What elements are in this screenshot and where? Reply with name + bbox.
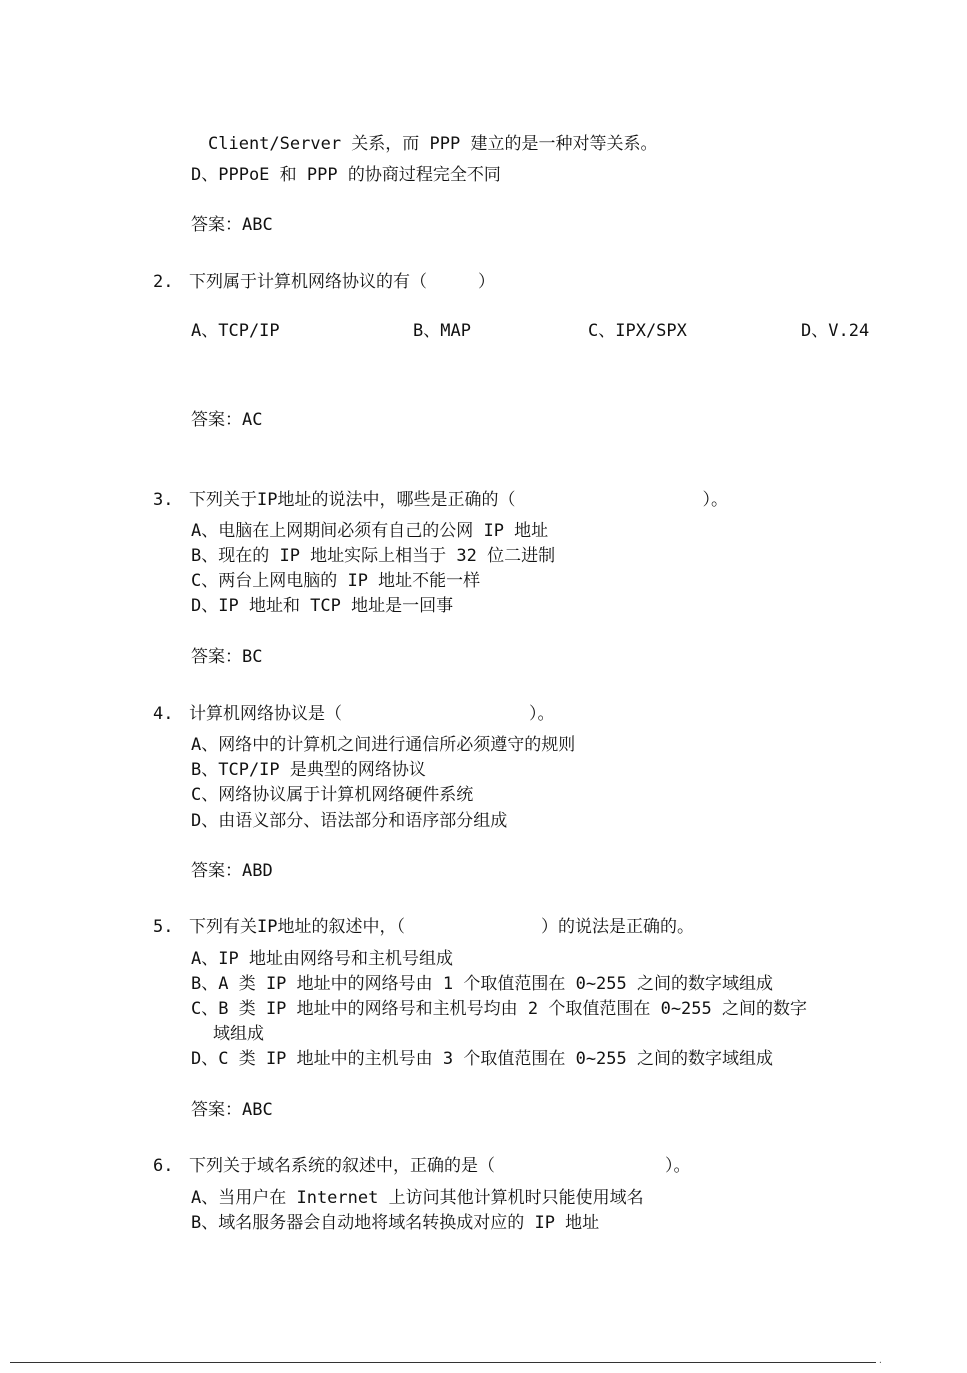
q6-option-a: A、当用户在 Internet 上访问其他计算机时只能使用域名 bbox=[191, 1188, 644, 1208]
q3-option-b: B、现在的 IP 地址实际上相当于 32 位二进制 bbox=[191, 546, 556, 566]
q2-answer: 答案：AC bbox=[191, 410, 263, 430]
q2-stem: 下列属于计算机网络协议的有（ ） bbox=[189, 272, 495, 292]
q2-option-c: C、IPX/SPX bbox=[588, 321, 687, 341]
q5-number: 5. bbox=[153, 917, 174, 937]
q4-stem: 计算机网络协议是（ ）。 bbox=[189, 704, 555, 724]
q2-number: 2. bbox=[153, 272, 174, 292]
q2-option-d: D、V.24 bbox=[801, 321, 870, 341]
q3-number: 3. bbox=[153, 490, 174, 510]
q2-option-b: B、MAP bbox=[413, 321, 471, 341]
q4-number: 4. bbox=[153, 704, 174, 724]
q5-answer: 答案：ABC bbox=[191, 1100, 273, 1120]
q4-option-a: A、网络中的计算机之间进行通信所必须遵守的规则 bbox=[191, 735, 576, 755]
q3-option-a: A、电脑在上网期间必须有自己的公网 IP 地址 bbox=[191, 521, 549, 541]
q1-continuation-text: Client/Server 关系，而 PPP 建立的是一种对等关系。 bbox=[208, 134, 658, 154]
q1-answer: 答案：ABC bbox=[191, 215, 273, 235]
q5-option-c-wrap: 域组成 bbox=[213, 1024, 264, 1044]
q6-stem: 下列关于域名系统的叙述中，正确的是（ ）。 bbox=[189, 1156, 691, 1176]
q5-option-c: C、B 类 IP 地址中的网络号和主机号均由 2 个取值范围在 0~255 之间的数字 bbox=[191, 999, 807, 1019]
page-bottom-rule bbox=[10, 1362, 876, 1363]
q4-option-d: D、由语义部分、语法部分和语序部分组成 bbox=[191, 811, 508, 831]
q3-stem: 下列关于IP地址的说法中，哪些是正确的（ ）。 bbox=[189, 490, 728, 510]
q5-option-d: D、C 类 IP 地址中的主机号由 3 个取值范围在 0~255 之间的数字域组成 bbox=[191, 1049, 773, 1069]
q3-option-d: D、IP 地址和 TCP 地址是一回事 bbox=[191, 596, 454, 616]
q4-option-c: C、网络协议属于计算机网络硬件系统 bbox=[191, 785, 474, 805]
q3-option-c: C、两台上网电脑的 IP 地址不能一样 bbox=[191, 571, 481, 591]
q5-option-a: A、IP 地址由网络号和主机号组成 bbox=[191, 949, 453, 969]
q5-option-b: B、A 类 IP 地址中的网络号由 1 个取值范围在 0~255 之间的数字域组成 bbox=[191, 974, 773, 994]
q1-option-d: D、PPPoE 和 PPP 的协商过程完全不同 bbox=[191, 165, 501, 185]
page-bottom-dot: · bbox=[878, 1358, 883, 1367]
q4-option-b: B、TCP/IP 是典型的网络协议 bbox=[191, 760, 426, 780]
q6-number: 6. bbox=[153, 1156, 174, 1176]
q6-option-b: B、域名服务器会自动地将域名转换成对应的 IP 地址 bbox=[191, 1213, 600, 1233]
q5-stem: 下列有关IP地址的叙述中，（ ）的说法是正确的。 bbox=[189, 917, 694, 937]
q4-answer: 答案：ABD bbox=[191, 861, 273, 881]
q2-option-a: A、TCP/IP bbox=[191, 321, 280, 341]
q3-answer: 答案：BC bbox=[191, 647, 263, 667]
